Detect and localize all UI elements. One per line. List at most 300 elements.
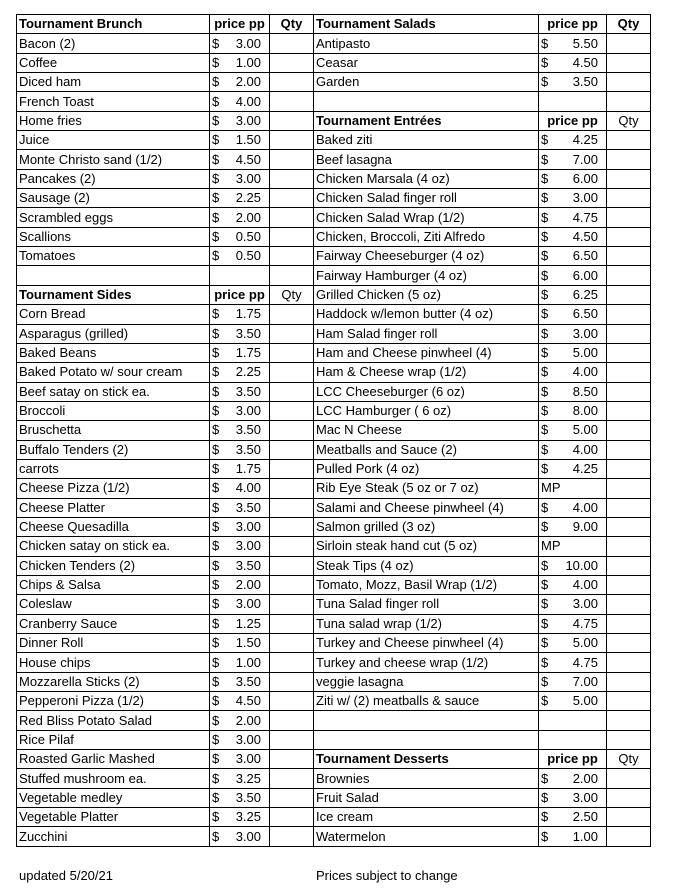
currency-symbol: $: [541, 35, 549, 51]
price-value: [212, 537, 267, 555]
menu-item-price: [539, 440, 607, 459]
currency-symbol: $: [212, 809, 220, 825]
qty-cell: [270, 73, 314, 92]
currency-symbol: $: [212, 712, 220, 728]
currency-symbol: $: [212, 557, 220, 573]
price-value: [212, 170, 267, 188]
price-value: [541, 421, 604, 439]
menu-item-price: [539, 672, 607, 691]
price-value: [212, 54, 267, 72]
price-value: [212, 131, 267, 149]
qty-cell: [270, 634, 314, 653]
qty-cell: [270, 556, 314, 575]
table-row: [17, 498, 651, 517]
menu-item-price: [539, 363, 607, 382]
menu-item-price: [539, 459, 607, 478]
qty-cell: [270, 247, 314, 266]
price-amount: 3.00: [572, 789, 598, 805]
price-value: [541, 460, 604, 478]
currency-symbol: $: [541, 461, 549, 477]
menu-item-name: Haddock w/lemon butter (4 oz): [314, 305, 539, 324]
qty-cell: [270, 53, 314, 72]
currency-symbol: $: [212, 480, 220, 496]
price-amount: 3.50: [235, 789, 261, 805]
menu-item-price: [539, 692, 607, 711]
empty-cell: [314, 711, 539, 730]
currency-symbol: $: [212, 422, 220, 438]
qty-cell: [270, 131, 314, 150]
currency-symbol: $: [541, 170, 549, 186]
price-value: [541, 267, 604, 285]
price-amount: 5.00: [572, 693, 598, 709]
price-amount: 3.50: [235, 441, 261, 457]
menu-item-price: [539, 266, 607, 285]
qty-cell: [607, 808, 651, 827]
price-amount: 2.00: [235, 577, 261, 593]
price-value: [541, 673, 604, 691]
price-amount: 3.00: [235, 731, 261, 747]
qty-cell: [270, 614, 314, 633]
menu-item-name: Ham Salad finger roll: [314, 324, 539, 343]
menu-item-price: [210, 769, 270, 788]
currency-symbol: $: [212, 673, 220, 689]
menu-item-name: Mozzarella Sticks (2): [17, 672, 210, 691]
price-amount: 4.75: [572, 615, 598, 631]
price-amount: 1.75: [235, 306, 261, 322]
price-amount: 8.00: [572, 403, 598, 419]
currency-symbol: $: [541, 789, 549, 805]
currency-symbol: $: [212, 383, 220, 399]
menu-item-name: Rib Eye Steak (5 oz or 7 oz): [314, 479, 539, 498]
qty-cell: [270, 150, 314, 169]
menu-item-price: [210, 343, 270, 362]
table-row: [17, 150, 651, 169]
table-row: [17, 692, 651, 711]
sides-section-title: Tournament Sides: [17, 285, 210, 304]
currency-symbol: $: [541, 325, 549, 341]
qty-cell: [607, 150, 651, 169]
currency-symbol: $: [541, 383, 549, 399]
table-row: [17, 15, 651, 34]
menu-item-price: [539, 131, 607, 150]
price-amount: 2.50: [572, 809, 598, 825]
menu-item-price: [539, 556, 607, 575]
currency-symbol: $: [212, 751, 220, 767]
price-amount: 4.00: [572, 577, 598, 593]
price-value: [541, 247, 604, 265]
price-value: [212, 595, 267, 613]
price-amount: 4.75: [572, 654, 598, 670]
currency-symbol: $: [541, 615, 549, 631]
price-value: [212, 112, 267, 130]
currency-symbol: $: [541, 286, 549, 302]
price-amount: 3.00: [235, 828, 261, 844]
qty-cell: [270, 227, 314, 246]
menu-item-name: Ham and Cheese pinwheel (4): [314, 343, 539, 362]
price-amount: 5.00: [572, 422, 598, 438]
price-amount: 3.00: [572, 325, 598, 341]
price-amount: 2.00: [235, 712, 261, 728]
menu-item-price: [210, 827, 270, 846]
menu-item-name: Baked Beans: [17, 343, 210, 362]
price-value: [541, 692, 604, 710]
menu-item-price: [539, 634, 607, 653]
menu-item-name: Grilled Chicken (5 oz): [314, 285, 539, 304]
price-amount: 7.00: [572, 673, 598, 689]
price-amount: 4.75: [572, 209, 598, 225]
currency-symbol: $: [212, 615, 220, 631]
currency-symbol: $: [541, 74, 549, 90]
price-amount: 1.25: [235, 615, 261, 631]
menu-item-name: Vegetable Platter: [17, 808, 210, 827]
menu-item-price: [210, 247, 270, 266]
menu-item-name: Garden: [314, 73, 539, 92]
currency-symbol: $: [212, 635, 220, 651]
menu-item-price: [210, 150, 270, 169]
price-amount: 1.00: [572, 828, 598, 844]
desserts-section-title: Tournament Desserts: [314, 750, 539, 769]
price-value: [541, 344, 604, 362]
price-amount: 3.00: [572, 596, 598, 612]
qty-cell: [270, 401, 314, 420]
empty-cell: [314, 92, 539, 111]
currency-symbol: $: [541, 499, 549, 515]
qty-cell: [270, 537, 314, 556]
price-amount: 4.50: [572, 54, 598, 70]
price-amount: 3.00: [235, 519, 261, 535]
qty-cell: [607, 459, 651, 478]
price-amount: 3.00: [235, 596, 261, 612]
salads-qty-header: Qty: [607, 15, 651, 34]
menu-item-name: Brownies: [314, 769, 539, 788]
price-amount: 5.00: [572, 345, 598, 361]
menu-item-name: Cheese Platter: [17, 498, 210, 517]
price-amount: 1.50: [235, 132, 261, 148]
price-value: [541, 654, 604, 672]
qty-cell: [607, 34, 651, 53]
price-value: [212, 654, 267, 672]
price-value: [212, 828, 267, 846]
qty-cell: [607, 440, 651, 459]
qty-cell: [270, 440, 314, 459]
qty-cell: [270, 692, 314, 711]
currency-symbol: $: [212, 731, 220, 747]
currency-symbol: $: [541, 809, 549, 825]
table-row: [17, 711, 651, 730]
qty-cell: [270, 788, 314, 807]
table-row: [17, 827, 651, 846]
table-row: [17, 92, 651, 111]
qty-cell: [607, 266, 651, 285]
price-value: [541, 808, 604, 826]
table-row: [17, 305, 651, 324]
price-value: [541, 770, 604, 788]
empty-cell: [539, 711, 607, 730]
menu-item-name: Diced ham: [17, 73, 210, 92]
table-row: [17, 440, 651, 459]
currency-symbol: $: [212, 248, 220, 264]
menu-item-name: Sirloin steak hand cut (5 oz): [314, 537, 539, 556]
table-row: [17, 653, 651, 672]
qty-cell: [270, 730, 314, 749]
menu-item-price: [539, 382, 607, 401]
menu-item-price: [210, 131, 270, 150]
brunch-section-title: Tournament Brunch: [17, 15, 210, 34]
qty-cell: [270, 808, 314, 827]
qty-cell: [270, 169, 314, 188]
currency-symbol: $: [212, 828, 220, 844]
price-amount: 4.00: [572, 441, 598, 457]
table-row: [17, 189, 651, 208]
menu-item-price: [210, 401, 270, 420]
market-price-label: MP: [541, 538, 561, 554]
empty-cell: [17, 266, 210, 285]
price-value: [541, 73, 604, 91]
menu-item-price: [210, 459, 270, 478]
menu-item-name: Scrambled eggs: [17, 208, 210, 227]
menu-item-name: Chicken Marsala (4 oz): [314, 169, 539, 188]
qty-cell: [270, 421, 314, 440]
table-row: [17, 595, 651, 614]
price-value: [541, 402, 604, 420]
menu-item-name: veggie lasagna: [314, 672, 539, 691]
price-amount: 4.00: [235, 480, 261, 496]
qty-cell: [270, 750, 314, 769]
price-amount: 2.00: [235, 209, 261, 225]
menu-item-price: [210, 111, 270, 130]
table-row: [17, 459, 651, 478]
price-value: [541, 557, 604, 575]
menu-item-name: Steak Tips (4 oz): [314, 556, 539, 575]
price-value: [212, 383, 267, 401]
qty-cell: [607, 827, 651, 846]
menu-item-name: Salami and Cheese pinwheel (4): [314, 498, 539, 517]
price-value: [541, 363, 604, 381]
menu-item-price: [539, 537, 607, 556]
menu-item-name: Beef satay on stick ea.: [17, 382, 210, 401]
menu-item-name: Coffee: [17, 53, 210, 72]
menu-item-name: Asparagus (grilled): [17, 324, 210, 343]
menu-item-price: [539, 53, 607, 72]
price-amount: 3.50: [235, 383, 261, 399]
price-amount: 6.00: [572, 170, 598, 186]
menu-item-name: Ice cream: [314, 808, 539, 827]
menu-item-price: [539, 247, 607, 266]
price-value: [212, 325, 267, 343]
price-value: [212, 344, 267, 362]
desserts-price-header: price pp: [539, 750, 607, 769]
menu-item-price: [210, 440, 270, 459]
table-row: [17, 808, 651, 827]
price-amount: 6.50: [572, 306, 598, 322]
currency-symbol: $: [541, 770, 549, 786]
qty-cell: [270, 517, 314, 536]
price-amount: 3.00: [235, 35, 261, 51]
menu-item-name: Chicken Salad finger roll: [314, 189, 539, 208]
entrees-section-title: Tournament Entrées: [314, 111, 539, 130]
currency-symbol: $: [541, 190, 549, 206]
qty-cell: [607, 73, 651, 92]
price-amount: 1.00: [235, 54, 261, 70]
price-value: [212, 93, 267, 111]
price-amount: 3.25: [235, 770, 261, 786]
price-value: [212, 808, 267, 826]
price-value: [541, 828, 604, 846]
currency-symbol: $: [541, 364, 549, 380]
price-amount: 3.50: [235, 325, 261, 341]
table-row: [17, 266, 651, 285]
desserts-qty-header: Qty: [607, 750, 651, 769]
price-value: [541, 615, 604, 633]
price-amount: 6.25: [572, 286, 598, 302]
table-row: [17, 343, 651, 362]
qty-cell: [607, 53, 651, 72]
price-amount: 3.50: [572, 74, 598, 90]
price-value: [212, 73, 267, 91]
menu-item-name: Tuna salad wrap (1/2): [314, 614, 539, 633]
table-row: [17, 575, 651, 594]
menu-item-name: Ceasar: [314, 53, 539, 72]
table-row: [17, 788, 651, 807]
currency-symbol: $: [541, 577, 549, 593]
price-value: [212, 35, 267, 53]
menu-item-price: [539, 401, 607, 420]
currency-symbol: $: [212, 209, 220, 225]
menu-item-price: [210, 169, 270, 188]
menu-item-name: Corn Bread: [17, 305, 210, 324]
currency-symbol: $: [212, 112, 220, 128]
salads-price-header: price pp: [539, 15, 607, 34]
entrees-price-header: price pp: [539, 111, 607, 130]
price-amount: 6.00: [572, 267, 598, 283]
qty-cell: [607, 672, 651, 691]
currency-symbol: $: [541, 228, 549, 244]
menu-item-name: Red Bliss Potato Salad: [17, 711, 210, 730]
menu-item-price: [210, 208, 270, 227]
table-row: [17, 285, 651, 304]
menu-item-price: [210, 595, 270, 614]
price-value: [541, 170, 604, 188]
price-amount: 2.00: [572, 770, 598, 786]
currency-symbol: $: [212, 35, 220, 51]
currency-symbol: $: [212, 654, 220, 670]
table-row: [17, 479, 651, 498]
price-amount: 4.50: [235, 693, 261, 709]
price-amount: 0.50: [235, 228, 261, 244]
qty-cell: [270, 208, 314, 227]
qty-cell: [270, 189, 314, 208]
menu-item-name: Baked Potato w/ sour cream: [17, 363, 210, 382]
menu-item-name: Chicken Salad Wrap (1/2): [314, 208, 539, 227]
menu-item-name: Buffalo Tenders (2): [17, 440, 210, 459]
currency-symbol: $: [541, 519, 549, 535]
menu-item-name: Ham & Cheese wrap (1/2): [314, 363, 539, 382]
menu-item-price: [539, 614, 607, 633]
qty-cell: [270, 34, 314, 53]
menu-item-name: Tuna Salad finger roll: [314, 595, 539, 614]
menu-item-price: [539, 517, 607, 536]
currency-symbol: $: [541, 422, 549, 438]
qty-cell: [270, 769, 314, 788]
qty-cell: [607, 285, 651, 304]
price-value: [541, 595, 604, 613]
menu-item-price: [210, 517, 270, 536]
menu-item-name: Roasted Garlic Mashed: [17, 750, 210, 769]
price-amount: 4.00: [235, 93, 261, 109]
menu-item-name: Bacon (2): [17, 34, 210, 53]
qty-cell: [607, 634, 651, 653]
currency-symbol: $: [541, 248, 549, 264]
price-amount: 6.50: [572, 248, 598, 264]
currency-symbol: $: [212, 770, 220, 786]
currency-symbol: $: [541, 345, 549, 361]
menu-item-name: Cheese Pizza (1/2): [17, 479, 210, 498]
currency-symbol: $: [212, 596, 220, 612]
qty-cell: [607, 788, 651, 807]
currency-symbol: $: [212, 325, 220, 341]
qty-cell: [607, 537, 651, 556]
menu-item-price: [210, 634, 270, 653]
price-value: [541, 789, 604, 807]
qty-cell: [607, 421, 651, 440]
menu-item-price: [210, 537, 270, 556]
qty-cell: [270, 595, 314, 614]
price-amount: 3.50: [235, 499, 261, 515]
currency-symbol: $: [212, 441, 220, 457]
menu-item-name: Chicken Tenders (2): [17, 556, 210, 575]
menu-item-price: [210, 479, 270, 498]
qty-cell: [607, 769, 651, 788]
price-amount: 3.00: [572, 190, 598, 206]
price-amount: 3.50: [235, 557, 261, 573]
menu-item-price: [210, 363, 270, 382]
updated-date: updated 5/20/21: [19, 868, 113, 883]
table-row: [17, 730, 651, 749]
menu-item-price: [539, 498, 607, 517]
menu-item-name: Chicken, Broccoli, Ziti Alfredo: [314, 227, 539, 246]
currency-symbol: $: [212, 74, 220, 90]
currency-symbol: $: [212, 170, 220, 186]
qty-cell: [607, 517, 651, 536]
price-amount: 7.00: [572, 151, 598, 167]
qty-cell: [270, 575, 314, 594]
qty-cell: [270, 672, 314, 691]
price-amount: 5.50: [572, 35, 598, 51]
menu-item-price: [210, 575, 270, 594]
currency-symbol: $: [212, 461, 220, 477]
menu-item-name: Salmon grilled (3 oz): [314, 517, 539, 536]
menu-item-price: [210, 672, 270, 691]
qty-cell: [607, 653, 651, 672]
currency-symbol: $: [541, 596, 549, 612]
menu-item-price: [539, 653, 607, 672]
currency-symbol: $: [541, 557, 549, 573]
qty-cell: [270, 111, 314, 130]
price-amount: 4.00: [572, 364, 598, 380]
currency-symbol: $: [541, 306, 549, 322]
price-value: [212, 750, 267, 768]
menu-item-price: [539, 73, 607, 92]
menu-item-price: [210, 730, 270, 749]
menu-item-name: Chips & Salsa: [17, 575, 210, 594]
table-row: [17, 634, 651, 653]
currency-symbol: $: [212, 499, 220, 515]
table-row: [17, 556, 651, 575]
currency-symbol: $: [212, 577, 220, 593]
menu-item-name: Pancakes (2): [17, 169, 210, 188]
table-row: [17, 363, 651, 382]
menu-item-name: French Toast: [17, 92, 210, 111]
